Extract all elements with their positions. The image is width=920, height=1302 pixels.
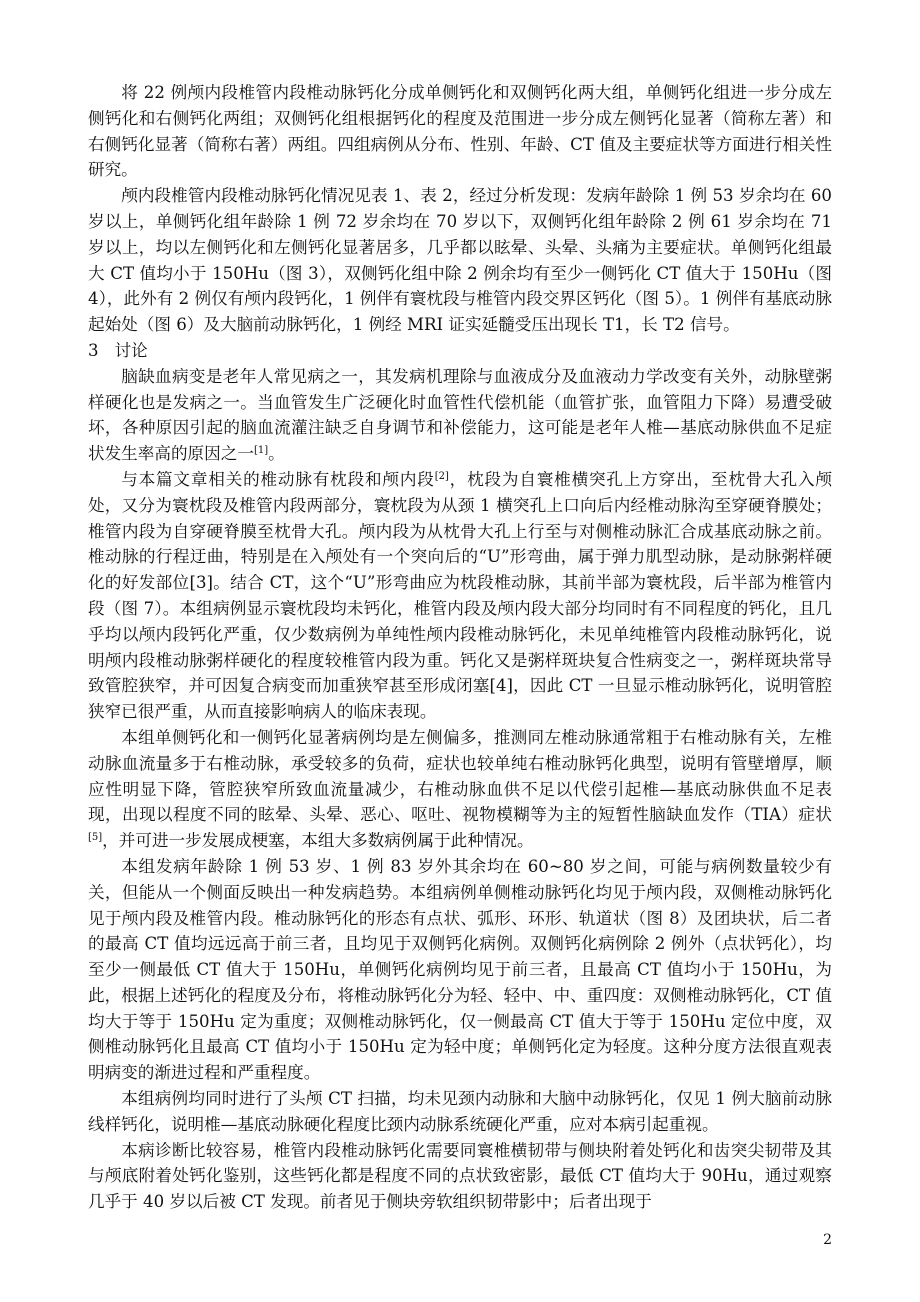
paragraph-text: 将 22 例颅内段椎管内段椎动脉钙化分成单侧钙化和双侧钙化两大组，单侧钙化组进一步分成左侧钙化和右侧钙化两组；双侧钙化组根据钙化的程度及范围进一步分成左侧钙化显著（简称左著）和右侧钙化显著（简称右著）两组。四组病例从分布、性别、年龄、CT 值及主要症状等方面进行相关性研究。 (88, 83, 832, 180)
paragraph-text: 脑缺血病变是老年人常见病之一，其发病机理除与血液成分及血液动力学改变有关外，动脉壁粥样硬化也是发病之一。当血管发生广泛硬化时血管性代偿机能（血管扩张，血管阻力下降）易遭受破坏，各种原因引起的脑血流灌注缺乏自身调节和补偿能力，这可能是老年人椎—基底动脉供血不足症状发生率高的原因之一 (88, 366, 832, 464)
paragraph-discussion-1 (88, 364, 832, 467)
paragraph-text-tail: ，并可进一步发展成梗塞，本组大多数病例属于此种情况。 (102, 831, 534, 851)
section-number: 3 (88, 340, 99, 360)
paragraph-discussion-6 (88, 1138, 832, 1215)
paragraph-results (88, 183, 832, 338)
citation: [1] (253, 445, 269, 457)
paragraph-discussion-3 (88, 725, 832, 854)
paragraph-text: 颅内段椎管内段椎动脉钙化情况见表 1、表 2，经过分析发现：发病年龄除 1 例 53 岁余均在 60 岁以上，单侧钙化组年龄除 1 例 72 岁余均在 70 岁以下，双侧钙化组年龄除 2 例 61 岁余均在 71 岁以上，均以左侧钙化和左侧钙化显著居多，几乎都以眩晕、头晕、头痛为主要症状。单侧钙化组最大 CT 值均小于 150Hu（图 3），双侧钙化组中除 2 例余均有至少一侧钙化 CT 值大于 150Hu（图 4），此外有 2 例仅有颅内段钙化，1 例伴有寰枕段与椎管内段交界区钙化（图 5）。1 例伴有基底动脉起始处（图 6）及大脑前动脉钙化，1 例经 MRI 证实延髓受压出现长 T1，长 T2 信号。 (88, 186, 832, 335)
section-title: 讨论 (114, 340, 148, 360)
paragraph-text: 与本篇文章相关的椎动脉有枕段和颅内段 (121, 469, 435, 489)
document-page (88, 80, 832, 1215)
citation: [5] (88, 832, 103, 844)
page-number: 2 (823, 1232, 832, 1248)
paragraph-text: 本组发病年龄除 1 例 53 岁、1 例 83 岁外其余均在 60~80 岁之间，可能与病例数量较少有关，但能从一个侧面反映出一种发病趋势。本组病例单侧椎动脉钙化均见于颅内段，双侧椎动脉钙化见于颅内段及椎管内段。椎动脉钙化的形态有点状、弧形、环形、轨道状（图 8）及团块状，后二者的最高 CT 值均远远高于前三者，且均见于双侧钙化病例。双侧钙化病例除 2 例外（点状钙化），均至少一侧最低 CT 值大于 150Hu，单侧钙化病例均见于前三者，且最高 CT 值均小于 150Hu，为此，根据上述钙化的程度及分布，将椎动脉钙化分为轻、轻中、中、重四度：双侧椎动脉钙化，CT 值均大于等于 150Hu 定为重度；双侧椎动脉钙化，仅一侧最高 CT 值大于等于 150Hu 定位中度，双侧椎动脉钙化且最高 CT 值均小于 150Hu 定为轻中度；单侧钙化定为轻度。这种分度方法很直观表明病变的渐进过程和严重程度。 (88, 856, 832, 1083)
section-heading (88, 338, 832, 364)
paragraph-grouping (88, 80, 832, 183)
paragraph-text-tail: 。 (268, 444, 285, 464)
paragraph-text-tail: ，枕段为自寰椎横突孔上方穿出，至枕骨大孔入颅处，又分为寰枕段及椎管内段两部分，寰枕段为从颈 1 横突孔上口向后内经椎动脉沟至穿硬脊膜处；椎管内段为自穿硬脊膜至枕骨大孔。颅内段为从枕骨大孔上行至与对侧椎动脉汇合成基底动脉之前。椎动脉的行程迂曲，特别是在入颅处有一个突向后的“U”形弯曲，属于弹力肌型动脉，是动脉粥样硬化的好发部位[3]。结合 CT，这个“U”形弯曲应为枕段椎动脉，其前半部为寰枕段，后半部为椎管内段（图 7）。本组病例显示寰枕段均未钙化，椎管内段及颅内段大部分均同时有不同程度的钙化，且几乎均以颅内段钙化严重，仅少数病例为单纯性颅内段椎动脉钙化，未见单纯椎管内段椎动脉钙化，说明颅内段椎动脉粥样硬化的程度较椎管内段为重。钙化又是粥样斑块复合性病变之一，粥样斑块常导致管腔狭窄，并可因复合病变而加重狭窄甚至形成闭塞[4]，因此 CT 一旦显示椎动脉钙化，说明管腔狭窄已很严重，从而直接影响病人的临床表现。 (88, 469, 833, 722)
paragraph-discussion-4 (88, 854, 832, 1086)
paragraph-text: 本组单侧钙化和一侧钙化显著病例均是左侧偏多，推测同左椎动脉通常粗于右椎动脉有关，左椎动脉血流量多于右椎动脉，承受较多的负荷，症状也较单纯右椎动脉钙化典型，说明有管壁增厚，顺应性明显下降，管腔狭窄所致血流量减少，右椎动脉血供不足以代偿引起椎—基底动脉供血不足表现，出现以程度不同的眩晕、头晕、恶心、呕吐、视物模糊等为主的短暂性脑缺血发作（TIA）症状 (88, 727, 832, 825)
paragraph-text: 本病诊断比较容易，椎管内段椎动脉钙化需要同寰椎横韧带与侧块附着处钙化和齿突尖韧带及其与颅底附着处钙化鉴别，这些钙化都是程度不同的点状致密影，最低 CT 值均大于 90Hu，通过观察几乎于 40 岁以后被 CT 发现。前者见于侧块旁软组织韧带影中；后者出现于 (88, 1140, 832, 1212)
paragraph-discussion-5 (88, 1086, 832, 1138)
paragraph-discussion-2 (88, 467, 832, 725)
citation: [2] (434, 470, 449, 482)
paragraph-text: 本组病例均同时进行了头颅 CT 扫描，均未见颈内动脉和大脑中动脉钙化，仅见 1 例大脑前动脉线样钙化，说明椎—基底动脉硬化程度比颈内动脉系统硬化严重，应对本病引起重视。 (88, 1089, 832, 1134)
